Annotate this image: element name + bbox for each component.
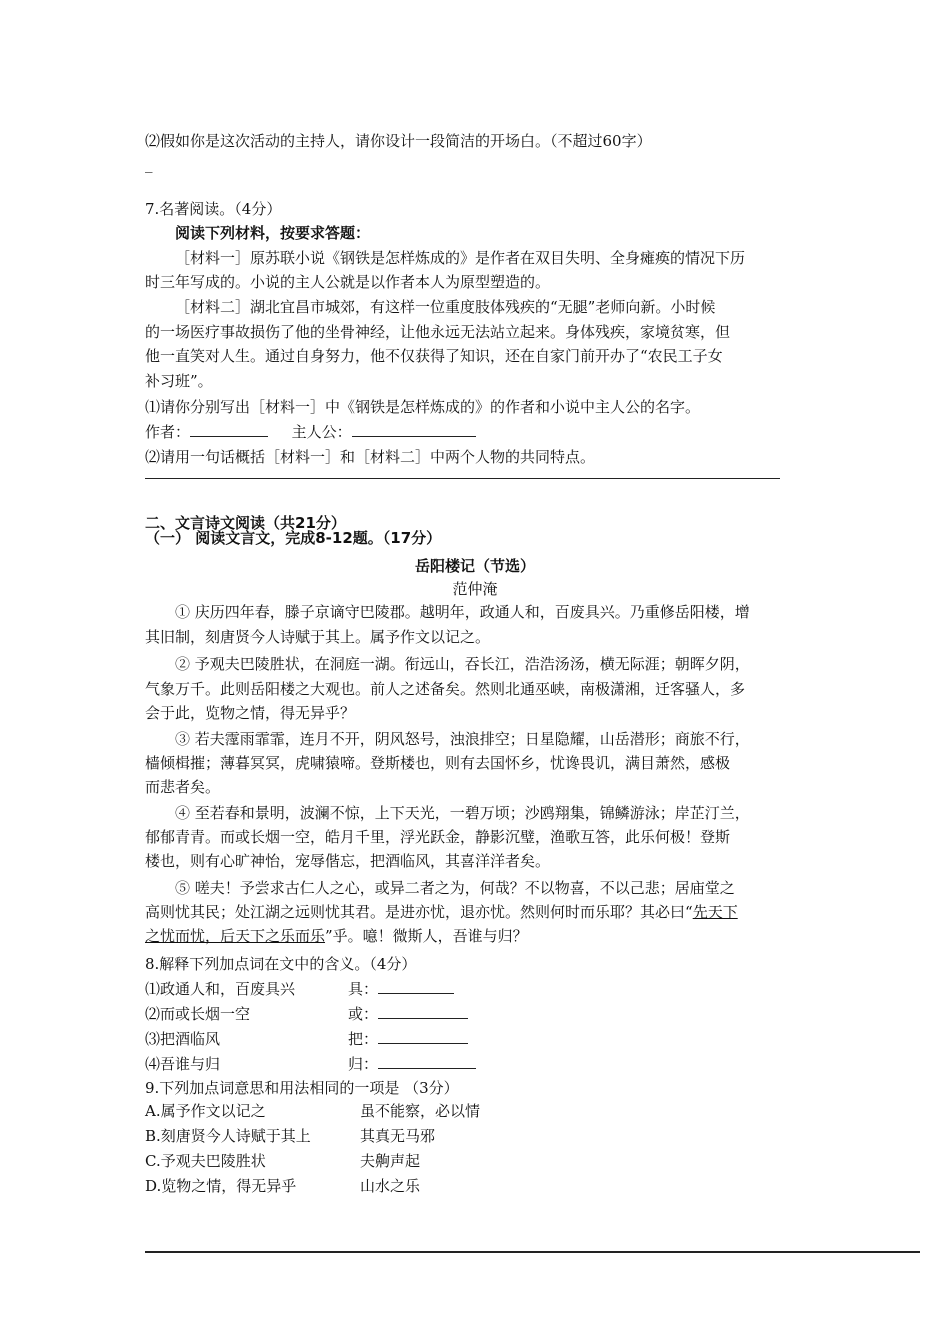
q7-material1-line2: 时三年写成的。小说的主人公就是以作者本人为原型塑造的。 <box>145 273 551 291</box>
q8-item-2-blank[interactable] <box>378 1004 468 1019</box>
q9-option-b[interactable]: B.刻唐贤今人诗赋于其上 <box>145 1127 311 1145</box>
q7-sub2: ⑵请用一句话概括［材料一］和［材料二］中两个人物的共同特点。 <box>145 448 596 466</box>
q8-item-4: ⑷吾谁与归 <box>145 1055 221 1073</box>
essay-author: 范仲淹 <box>452 580 498 598</box>
p5-underlined-quote-end: 之忧而忧，后天下之乐而乐 <box>145 927 326 945</box>
q7-answer-line[interactable] <box>145 478 780 479</box>
q8-item-3-word: 把： <box>348 1030 379 1048</box>
essay-title: 岳阳楼记（节选） <box>414 557 535 575</box>
section2-title: 二、文言诗文阅读（共21分） <box>145 514 346 532</box>
q7-material2-line1: ［材料二］湖北宜昌市城郊，有这样一位重度肢体残疾的“无腿”老师向新。小时候 <box>175 298 716 316</box>
q8-item-4-blank[interactable] <box>378 1054 476 1069</box>
hero-label: 主人公： <box>291 423 352 441</box>
p3-line1: ③ 若夫霪雨霏霏，连月不开，阴风怒号，浊浪排空；日星隐耀，山岳潜形；商旅不行， <box>175 730 750 748</box>
p5-line3-text: ”乎。噫！微斯人，吾谁与归？ <box>325 927 528 945</box>
p4-line3: 楼也，则有心旷神怡，宠辱偕忘，把酒临风，其喜洋洋者矣。 <box>145 852 551 870</box>
q8-item-2: ⑵而或长烟一空 <box>145 1005 251 1023</box>
page-bottom-rule <box>145 1251 920 1253</box>
q8-title: 8.解释下列加点词在文中的含义。（4分） <box>145 955 417 973</box>
p5-underlined-quote-start: 先天下 <box>692 903 738 921</box>
q8-item-1: ⑴政通人和，百废具兴 <box>145 980 296 998</box>
q7-answer-row <box>145 420 476 444</box>
p4-line2: 郁郁青青。而或长烟一空，皓月千里，浮光跃金，静影沉璧，渔歌互答，此乐何极！登斯 <box>145 828 731 846</box>
p2-line1: ② 予观夫巴陵胜状，在洞庭一湖。衔远山，吞长江，浩浩汤汤，横无际涯；朝晖夕阴， <box>175 655 750 673</box>
q8-item-3-blank[interactable] <box>378 1029 468 1044</box>
q7-material2-line4: 补习班”。 <box>145 372 213 390</box>
q9-option-c-compare: 夫齁声起 <box>360 1152 421 1170</box>
q8-item-2-word: 或： <box>348 1005 379 1023</box>
q9-title: 9.下列加点词意思和用法相同的一项是 （3分） <box>145 1079 459 1097</box>
q7-material2-line3: 他一直笑对人生。通过自身努力，他不仅获得了知识，还在自家门前开办了“农民工子女 <box>145 347 723 365</box>
p5-line2-text: 高则忧其民；处江湖之远则忧其君。是进亦忧，退亦忧。然则何时而乐耶？其必曰“ <box>145 903 693 921</box>
p4-line1: ④ 至若春和景明，波澜不惊，上下天光，一碧万顷；沙鸥翔集，锦鳞游泳；岸芷汀兰， <box>175 804 750 822</box>
q7-title: 7.名著阅读。（4分） <box>145 200 282 218</box>
p1-line1: ① 庆历四年春，滕子京谪守巴陵郡。越明年，政通人和，百废具兴。乃重修岳阳楼，增 <box>175 603 750 621</box>
q9-option-d-compare: 山水之乐 <box>360 1177 421 1195</box>
q8-item-4-answer <box>348 1052 476 1076</box>
q8-item-1-word: 具： <box>348 980 379 998</box>
q9-option-d[interactable]: D.览物之情，得无异乎 <box>145 1177 297 1195</box>
q8-item-3: ⑶把酒临风 <box>145 1030 221 1048</box>
q9-option-c[interactable]: C.予观夫巴陵胜状 <box>145 1152 266 1170</box>
q7-material1-line1: ［材料一］原苏联小说《钢铁是怎样炼成的》是作者在双目失明、全身瘫痪的情况下历 <box>175 249 746 267</box>
q8-item-3-answer <box>348 1027 468 1051</box>
p5-line2 <box>145 900 738 924</box>
q7-sub1: ⑴请你分别写出［材料一］中《钢铁是怎样炼成的》的作者和小说中主人公的名字。 <box>145 398 701 416</box>
author-label: 作者： <box>145 423 191 441</box>
p3-line2: 樯倾楫摧；薄暮冥冥，虎啸猿啼。登斯楼也，则有去国怀乡，忧谗畏讥，满目萧然，感极 <box>145 754 731 772</box>
p5-line3 <box>145 924 528 948</box>
q8-item-1-blank[interactable] <box>378 979 454 994</box>
author-blank[interactable] <box>190 422 268 437</box>
q9-option-b-compare: 其真无马邪 <box>360 1127 436 1145</box>
q9-option-a[interactable]: A.属予作文以记之 <box>145 1102 266 1120</box>
q7-material2-line2: 的一场医疗事故损伤了他的坐骨神经，让他永远无法站立起来。身体残疾，家境贫寒，但 <box>145 323 731 341</box>
q9-option-a-compare: 虽不能察，必以情 <box>360 1102 481 1120</box>
p5-line1: ⑤ 嗟夫！予尝求古仁人之心，或异二者之为，何哉？不以物喜，不以己悲；居庙堂之 <box>175 879 735 897</box>
q6-answer-dash: _ <box>145 155 153 173</box>
q8-item-1-answer <box>348 977 454 1001</box>
q8-item-4-word: 归： <box>348 1055 379 1073</box>
p1-line2: 其旧制，刻唐贤今人诗赋于其上。属予作文以记之。 <box>145 628 491 646</box>
section2-part1: （一） 阅读文言文，完成8-12题。（17分） <box>145 529 442 547</box>
q8-item-2-answer <box>348 1002 468 1026</box>
p3-line3: 而悲者矣。 <box>145 778 221 796</box>
p2-line3: 会于此，览物之情，得无异乎？ <box>145 704 356 722</box>
q6-sub2: ⑵假如你是这次活动的主持人，请你设计一段简洁的开场白。（不超过60字） <box>145 132 652 150</box>
q7-instruction: 阅读下列材料，按要求答题： <box>175 224 371 242</box>
p2-line2: 气象万千。此则岳阳楼之大观也。前人之述备矣。然则北通巫峡，南极潇湘，迁客骚人，多 <box>145 680 746 698</box>
hero-blank[interactable] <box>352 422 476 437</box>
